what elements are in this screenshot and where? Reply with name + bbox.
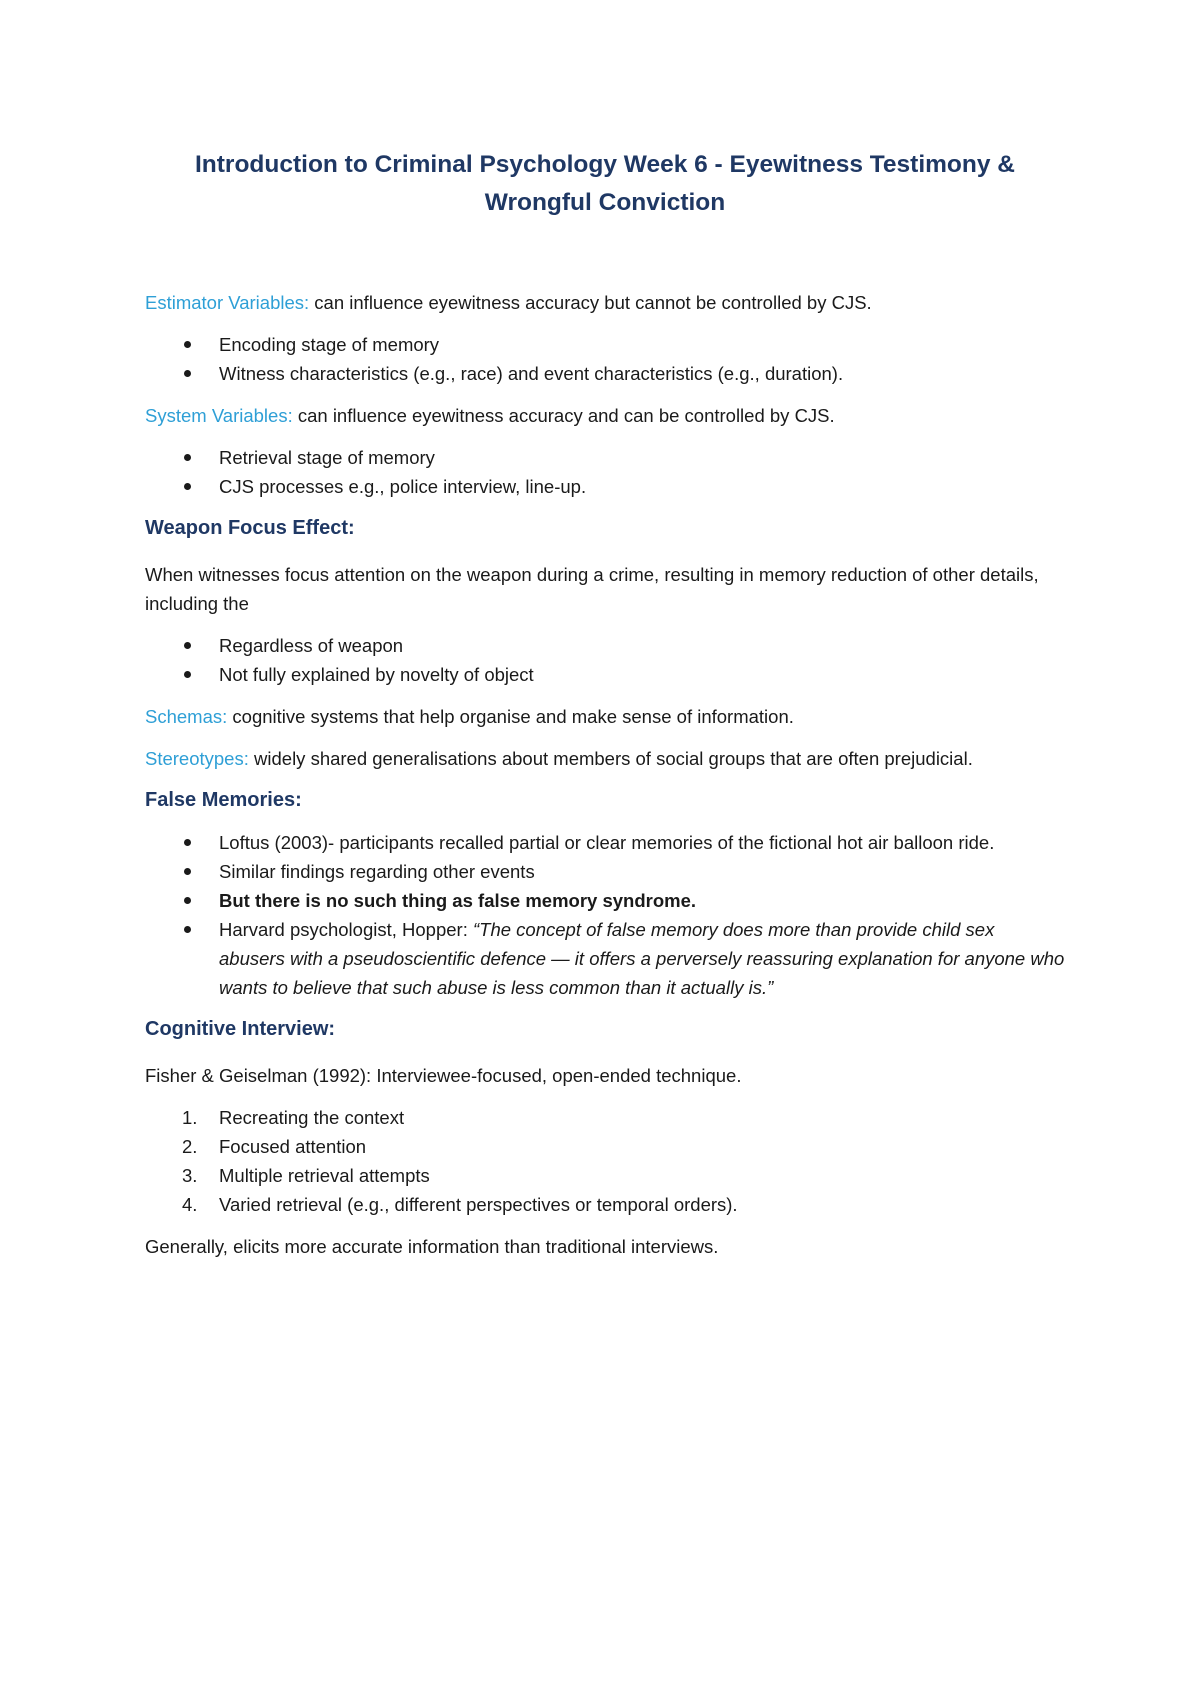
hopper-quote: “The concept of false memory does more than provide child sex abusers with a pseudoscientific defence — it offers a perversely reassuring explanation for anyone who wants to believe that such abuse is less common than it actually is.” [219,919,1065,998]
cognitive-interview-paragraph: Fisher & Geiselman (1992): Interviewee-focused, open-ended technique. [145,1065,742,1086]
list-item [145,915,1065,1002]
bullet-icon [184,868,191,875]
list-item [145,330,1065,359]
list-item [145,660,1065,689]
list-item [145,886,1065,915]
estimator-term: Estimator Variables: [145,292,310,313]
list-item [145,443,1065,472]
step-number: 3. [182,1165,198,1186]
cognitive-interview-heading: Cognitive Interview: [145,1018,336,1040]
weapon-focus-paragraph: When witnesses focus attention on the weapon during a crime, resulting in memory reduction of other details, including the [145,564,1039,614]
list-item-text: Not fully explained by novelty of object [219,664,534,685]
hopper-prefix: Harvard psychologist, Hopper: [219,919,473,940]
list-item-text: CJS processes e.g., police interview, line-up. [219,476,587,497]
bullet-icon [184,370,191,377]
document-title [145,146,1065,222]
conclusion-paragraph: Generally, elicits more accurate information than traditional interviews. [145,1236,719,1257]
stereotypes-term: Stereotypes: [145,748,249,769]
step-text: Recreating the context [219,1107,405,1128]
step-text: Focused attention [219,1136,367,1157]
cognitive-interview-steps [145,1103,1065,1219]
system-bullets [145,443,1065,501]
bullet-icon [184,341,191,348]
weapon-focus-bullets [145,631,1065,689]
bullet-icon [184,897,191,904]
bullet-icon [184,926,191,933]
list-item [145,1103,1065,1132]
schemas-paragraph [145,702,1065,731]
step-text: Multiple retrieval attempts [219,1165,430,1186]
bullet-icon [184,642,191,649]
stereotypes-paragraph [145,744,1065,773]
false-memories-bullets [145,828,1065,1002]
estimator-paragraph [145,288,1065,317]
step-number: 4. [182,1194,198,1215]
bullet-icon [184,483,191,490]
list-item [145,828,1065,857]
system-term: System Variables: [145,405,293,426]
title-line-2: Wrongful Conviction [484,189,726,216]
estimator-bullets [145,330,1065,388]
list-item-text: Similar findings regarding other events [219,861,535,882]
list-item-text: Loftus (2003)- participants recalled partial or clear memories of the fictional hot air balloon ride. [219,832,995,853]
bullet-icon [184,454,191,461]
list-item-text: Regardless of weapon [219,635,404,656]
stereotypes-text: widely shared generalisations about members of social groups that are often prejudicial. [248,748,973,769]
false-memories-heading: False Memories: [145,789,302,811]
bullet-icon [184,839,191,846]
list-item-text: Retrieval stage of memory [219,447,435,468]
title-line-1: Introduction to Criminal Psychology Week 6 - Eyewitness Testimony & [194,151,1015,178]
bullet-icon [184,671,191,678]
step-number: 2. [182,1136,198,1157]
list-item [145,1132,1065,1161]
schemas-text: cognitive systems that help organise and make sense of information. [227,706,794,727]
list-item [145,359,1065,388]
document-body [145,146,1065,1261]
step-number: 1. [182,1107,198,1128]
system-paragraph [145,401,1065,430]
list-item [145,472,1065,501]
list-item-text: Encoding stage of memory [219,334,440,355]
list-item [145,857,1065,886]
system-text: can influence eyewitness accuracy and can be controlled by CJS. [292,405,835,426]
list-item-text: But there is no such thing as false memory syndrome. [219,890,697,911]
list-item [145,1190,1065,1219]
schemas-term: Schemas: [145,706,228,727]
list-item [145,1161,1065,1190]
weapon-focus-heading: Weapon Focus Effect: [145,517,355,539]
step-text: Varied retrieval (e.g., different perspectives or temporal orders). [219,1194,738,1215]
list-item [145,631,1065,660]
estimator-text: can influence eyewitness accuracy but cannot be controlled by CJS. [309,292,872,313]
list-item-text: Witness characteristics (e.g., race) and event characteristics (e.g., duration). [219,363,844,384]
